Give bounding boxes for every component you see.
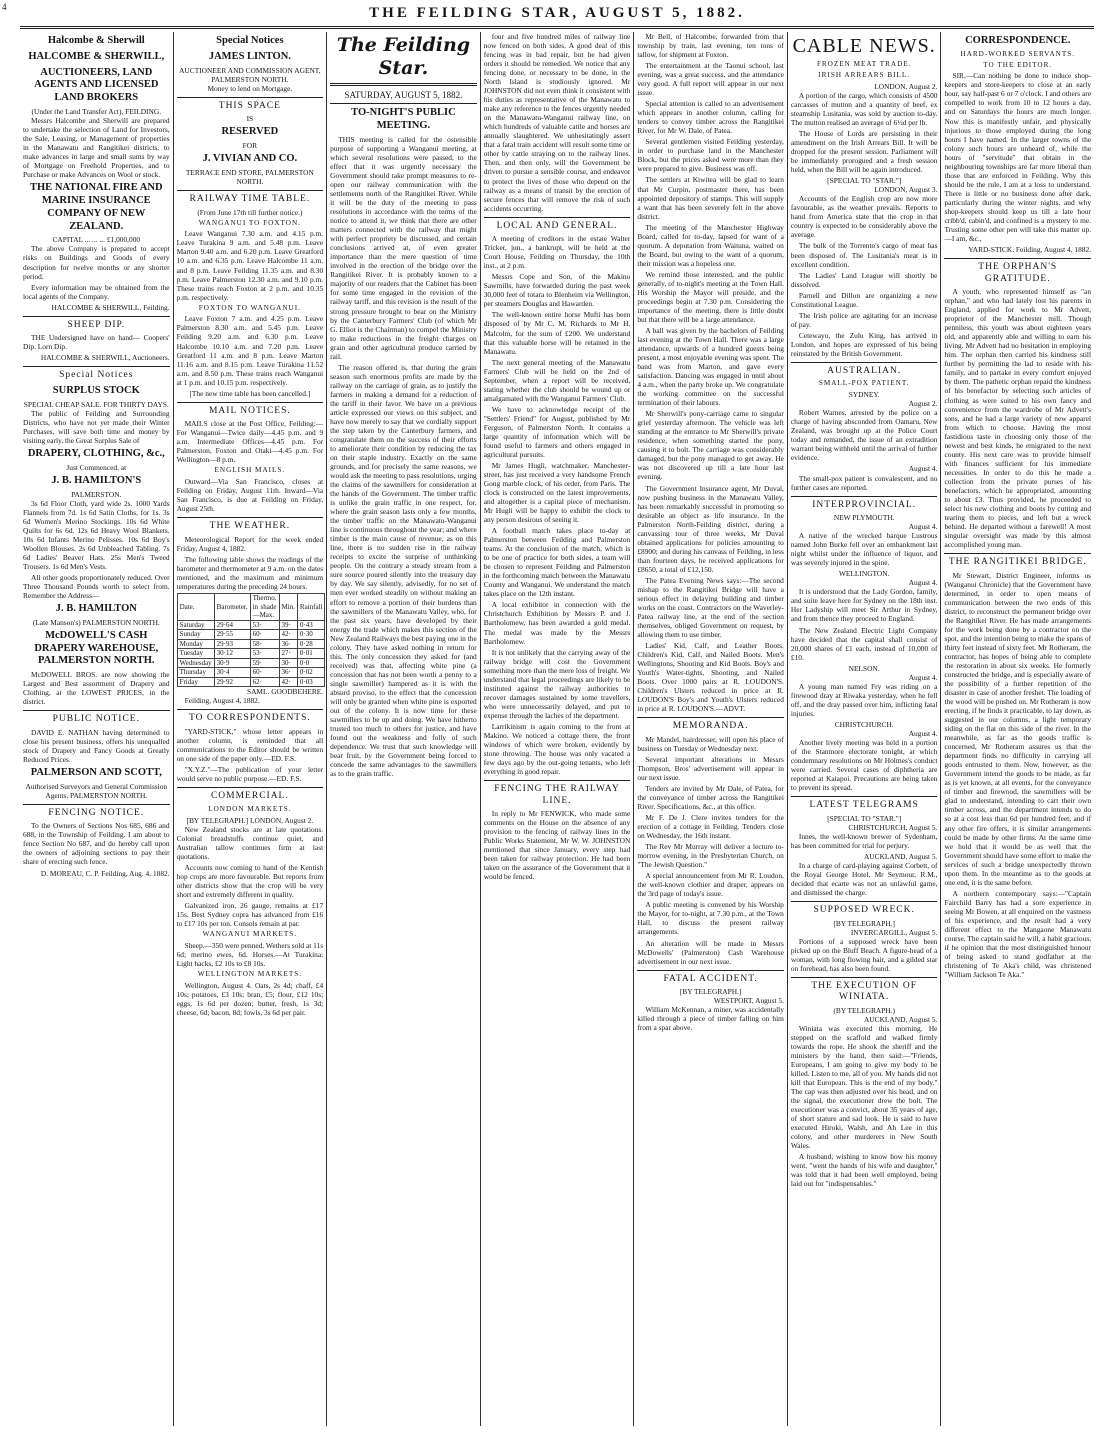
table-cell: 0·02: [297, 668, 325, 678]
centered-line: CHRISTCHURCH.: [834, 719, 894, 729]
section-heading: MEMORANDA.: [637, 717, 784, 733]
table-cell: Thursday: [177, 668, 214, 678]
heading: AUCTIONEERS, LAND AGENTS AND LICENSED LAND BROKERS: [34, 66, 159, 104]
section-heading: FENCING NOTICE.: [23, 804, 170, 820]
paragraph: We have to acknowledge receipt of the "Settlers' Friend" for August, published by Mr Ferguson, of Palmerston North. It contains a large quantity of information which will be found useful to farmers and others engaged in agricultural pursuits.: [483, 404, 631, 459]
table-row: [177, 649, 325, 659]
paragraph: Larrikinism is again coming to the front at Makino. We noticed a cottage there, the front windows of which were broken, evidently by stone throwing. The house was only vacated a few days ago by the out-going tenants, who left everything in good repair.: [483, 721, 631, 776]
table-row: [177, 677, 325, 687]
column-header: Date.: [177, 594, 214, 621]
centered-line: (Late Manson's) PALMERSTON NORTH.: [32, 617, 160, 627]
subheading: FROZEN MEAT TRADE.: [816, 60, 912, 69]
paragraph: A husband, wishing to know how his money went, "went the hands of his wife and daughter," was told that it had been well employed, being laid out for "indispensables.": [790, 1152, 938, 1189]
section-heading: MAIL NOTICES.: [177, 402, 324, 418]
table-cell: 62·: [250, 677, 279, 687]
table-cell: Monday: [177, 639, 214, 649]
paragraph: All other goods proportionately reduced. Over Three Thousand Pounds worth to select from. Remember the Address—: [23, 572, 170, 600]
column-3: [327, 32, 481, 1426]
paragraph: Galvanized iron, 26 gauge, remains at £17 15s. Best Sydney copra has advanced from £16 to £17 10s per ton. Consols remain at par.: [176, 900, 324, 928]
heading: PALMERSON AND SCOTT,: [30, 766, 162, 778]
centered-line: AUCTIONEER AND COMMISSION AGENT, PALMERSTON NORTH.: [179, 65, 321, 84]
paragraph: MAILS close at the Post Office, Feilding:— For Wanganui—Twice daily—4.45 p.m. and 9 a.m. Intermediate Offices—4.45 p.m. For Palmerston, Foxton and Otaki—4.45 p.m. For Wellington—8 p.m.: [176, 419, 324, 465]
table-cell: 0·03: [297, 677, 325, 687]
dateline: WESTPORT, August 5.: [713, 996, 784, 1006]
centered-line: WELLINGTON.: [838, 569, 890, 579]
paragraph: Leave Foxton 7 a.m. and 4.25 p.m. Leave Palmerston 8.30 a.m. and 5.45 p.m. Leave Feilding 9.20 a.m. and 6.30 p.m. Leave Halcombe 10.10 a.m. and 7.20 p.m. Leave Greatford 11 a.m. and 8 p.m. Leave Marton 11.16 a.m. and 8.15 p.m. Leave Turakina 11.52 a.m. and 8.50 p.m. These trains reach Wanganui at 1 p.m. and 10.15 p.m. respectively.: [176, 314, 324, 387]
heading: TO-NIGHT'S PUBLIC MEETING.: [351, 107, 456, 132]
paragraph: A youth, who represented himself as "an orphan," and who had lately lost his parents in England, applied for work to Mr Advett, proprietor of the Manchester mill. Though penniless, this youth was about eighteen years old, and apparently able and willing to earn his living. Mr Advett had no hesitation in employing him. The orphan then carried his kindness still further by permitting the lad to reside with his family, and to partake in every comfort enjoyed by them. The pathetic orphan repaid the kindness of his benefactor by selecting such articles of clothing as were suited to his own fancy and convenience from the wardrobe of Mr Advett's sons, and he had a large variety of new apparel from which to choose. Having the most fastidious taste in choosing only those of the newest and best kinds, he emigrated to the next county. His next care was to provide himself with finances sufficient for his immediate necessities. In order to do this he made a collection from the private purses of his benefactors, which he appropriated, amounting to about £3. Thus provided, he proceeded to select his new clothing and boots by cutting and tearing them to pieces, and left but a wreck behind. He departed without a farewell! A most singular oversight was made by this almost accomplished young man.: [944, 287, 1092, 550]
table-cell: 29·92: [214, 677, 250, 687]
section-heading: TO CORRESPONDENTS.: [177, 709, 324, 725]
paragraph: 3s 6d Floor Cloth, yard wide 2s. 1000 Yards Flannels from 7d. 1s 6d Satin Cloths, for 1s. 3s 6d Women's Merino Stockings. 10s 6d White Quilts for 6s 6d. 12s 6d Heavy Wool Blankets. 10s 6d Infants Merino Pelisses. 10s 6d Boy's Woollen Blouses. 2s 6d Unbleached Tabling. 7s 6d Ladies' Beaver Hats. 25s Men's Tweed Trousers. 1s 6d Men's Vests.: [23, 498, 170, 571]
paragraph: A public meeting is convened by his Worship the Mayor, for to-night, at 7.30 p.m., at the Town Hall, to discuss the present railway arrangements.: [637, 900, 784, 937]
paragraph: McDOWELL BROS. are now showing the Largest and Best assortment of Drapery and Clothing, at the LOWEST PRICES, in the district.: [23, 670, 170, 707]
table-cell: 53·: [250, 649, 279, 659]
table-cell: 0·0: [297, 658, 325, 668]
dateline: SAML. GOODBEHERE.: [246, 687, 324, 697]
paragraph: A northern contemporary says:—"Captain Fairchild Barry has had a sore experience in seeing Mr Bowen, at all enquired on the vastness of his experience, and the result had a very different effect to the Mangaone Manawatu course. The captain said he will, a habit gracious, if he opinion that the most distinguished honour of being asked to stand godfather at the christening of Te Aka's child, was christened "William Jackson Te Aka.": [944, 888, 1092, 979]
section-heading: THE EXECUTION OF WINIATA.: [791, 977, 938, 1004]
column-header: Min.: [279, 594, 297, 621]
heading: DRAPERY, CLOTHING, &c.,: [27, 447, 165, 459]
paragraph: Winiata was executed this morning. He stepped on the scaffold and walked firmly towards the rope. He shook the sheriff and the ministers by the hand, then said:—"Friends, Europeans, I am going to give my body to be killed. Listen to me, all of you. My hands did not kill that European. This is the end of my body." The cap was then adjusted over his head, and on the signal, the executioner drew the bolt. The executioner was a convict, about 35 years of age, of short stature and sad look. He is said to have executed Hiroki, Walsh, and Ah Lee in this colony, and other murderers in New South Wales.: [790, 1023, 938, 1151]
dateline: August 2.: [908, 399, 938, 409]
centered-line: TERRACE END STORE, PALMERSTON NORTH.: [185, 167, 314, 186]
paragraph: "X.Y.Z."—The publication of your letter would serve no public purpose.—ED. F.S.: [176, 765, 324, 784]
centered-line: Authorised Surveyors and General Commission Agents, PALMERSTON NORTH.: [25, 781, 168, 800]
section-heading: LOCAL AND GENERAL.: [484, 217, 631, 233]
paragraph: The small-pox patient is convalescent, and no further cases are reported.: [790, 473, 938, 492]
dateline: CHRISTCHURCH, August 5.: [848, 822, 938, 832]
table-row: [177, 639, 325, 649]
paragraph: William McKennan, a miner, was accidentally killed through a piece of timber falling on him from a spar above.: [637, 1005, 784, 1033]
subheading: SMALL-POX PATIENT.: [818, 379, 910, 388]
heading: HALCOMBE & SHERWILL,: [28, 50, 165, 62]
paragraph: A local exhibitor in connection with the Christchurch Exhibition by Messrs P. and J. Bartholomew, has been awarded a gold medal. The medal was made by the Messrs Bartholomew.: [483, 600, 631, 646]
table-cell: 39·: [279, 620, 297, 630]
dateline: August 4.: [908, 672, 938, 682]
paragraph: Messrs Cope and Son, of the Makino Sawmills, have forwarded during the past week 30,000 feet of totara to Blenheim via Wellington, per steamers Douglas and Hawarden.: [483, 272, 631, 309]
table-cell: 42·: [279, 630, 297, 640]
heading: RESERVED: [221, 126, 279, 138]
column-2: [174, 32, 328, 1426]
issue-date: SATURDAY, AUGUST 5, 1882.: [330, 88, 477, 104]
dateline: HALCOMBE & SHERWILL, Feilding.: [51, 302, 170, 312]
section-heading: RAILWAY TIME TABLE.: [177, 190, 324, 206]
table-cell: 36·: [279, 639, 297, 649]
column-header: Thermo. in shade—Max.: [250, 594, 279, 621]
table-row: [177, 620, 325, 630]
table-cell: 0·28: [297, 639, 325, 649]
table-cell: Sunday: [177, 630, 214, 640]
table-cell: 60·: [250, 630, 279, 640]
paragraph: Several gentlemen visited Feilding yesterday, in order to purchase land in the Manchester Block, but the prices asked were more than they were prepared to give. Business was off.: [637, 137, 784, 174]
section-heading: AUSTRALIAN.: [791, 362, 938, 378]
heading: Special Notices: [216, 35, 284, 46]
paragraph: Cetewayo, the Zulu King, has arrived in London, and hopes are expressed of his being reinstated by the British Government.: [790, 330, 938, 358]
dateline: August 4.: [908, 578, 938, 588]
dateline: LONDON, August 3.: [874, 185, 938, 195]
table-cell: 36·: [279, 668, 297, 678]
centered-line: (From June 17th till further notice.): [197, 207, 303, 217]
subheading: TO THE EDITOR.: [983, 60, 1053, 69]
column-1: [20, 32, 174, 1426]
subheading: IRISH ARREARS BILL.: [818, 71, 911, 80]
paragraph: Robert Warnes, arrested by the police on a charge of having absconded from Oamaru, New Zealand, was brought up at the Police Court today and remanded, the issue of an extradition warrant being withheld until the arrival of further evidence.: [790, 408, 938, 463]
paragraph: Outward—Via San Francisco, closes at Feilding on Friday, August 11th. Inward—Via San Francisco, is due at Feilding on Friday, August 25th.: [176, 477, 324, 514]
paragraph: Ladies' Kid, Calf, and Leather Boots. Children's Kid, Calf, and Nailed Boots. Men's Wellingtons, Shooting and Kid Boots. Boy's and Youth's Water-tights, Shooting, and Nailed Boots. Over 1000 pairs at R. LOUDON'S. Children's Ulsters reduced in price at R. LOUDON'S Boy's and Youth's Ulsters reduced in price at R. LOUDON'S.—ADVT.: [637, 641, 784, 714]
paragraph: The Rev Mr Murray will deliver a lecture to-morrow evening, in the Presbyterian Church, on "The Jewish Question.": [637, 842, 784, 870]
table-cell: 29·55: [214, 630, 250, 640]
centered-line: (Under the Land Transfer Act), FEILDING.: [31, 106, 162, 116]
heading: J. B. HAMILTON: [55, 602, 137, 614]
column-7: [941, 32, 1094, 1426]
centered-line: SYDNEY.: [848, 390, 880, 400]
paragraph: A meeting of creditors in the estate Walter Tricker, jun., a bankrupt, will be held at the Court House, Feilding on Thursday, the 10th inst., at 2 p.m.: [483, 234, 631, 271]
centered-line: CAPITAL ... ... ... £1,000,000: [52, 235, 141, 245]
paragraph: Feilding, August 4, 1882.: [184, 696, 260, 706]
paragraph: The Irish police are agitating for an increase of pay.: [790, 310, 938, 329]
heading: J. VIVIAN AND CO.: [202, 153, 298, 165]
table-cell: 27·: [279, 649, 297, 659]
subheading: LONDON MARKETS.: [208, 804, 292, 813]
table-row: [177, 630, 325, 640]
paragraph: A football match takes place to-day at Palmerston between Feilding and Palmerston teams. At the conclusion of the match, which is to be one of practice for both sides, a team will be chosen to represent Feilding and Palmerston in the forthcoming match between the Manawatu County and Wanganui. We understand the match takes place on the 12th instant.: [483, 526, 631, 599]
dateline: YARD-STICK. Feilding, August 4, 1882.: [968, 244, 1092, 254]
paragraph: Mr Sherwill's pony-carriage came to singular grief yesterday afternoon. The vehicle was left standing at the entrance to Mr Sherwill's private residence, when something started the pony, causing it to bolt. The carriage was considerably damaged, but the pony managed to get away. He was not discovered up till a late hour last evening.: [637, 409, 784, 482]
subheading: WELLINGTON MARKETS.: [197, 969, 303, 978]
paragraph: Every information may be obtained from the local agents of the Company.: [23, 282, 170, 301]
paragraph: To the Owners of Sections Nos 685, 686 and 688, in the Township of Feilding. I am about to fence Section No 687, and do hereby call upon the owners of adjoining sections to pay their share of erecting such fence.: [23, 821, 170, 867]
dateline: LONDON, August 2.: [874, 81, 938, 91]
table-cell: 30·9: [214, 658, 250, 668]
paragraph: In reply to Mr FENWICK, who made some comments on the House on the absence of any provision to the fencing of railway lines in the Public Works Statement, Mr W. W. JOHNSTON mentioned that since January, every step had been taken for railway protection. He had been taken on the assurance of the Government that it would be fenced.: [483, 809, 631, 882]
subheading: ENGLISH MAILS.: [214, 466, 286, 475]
table-cell: 53·: [250, 620, 279, 630]
paragraph: Wellington, August 4. Oats, 2s 4d; chaff, £4 10s; potatoes, £3 10s; bran, £5; flour, £12 10s; eggs, 1s 6d per dozen; butter, fresh, 1s 3d; cheese, 6d; bacon, 8d; fowls, 3s 6d per pair.: [176, 980, 324, 1017]
table-cell: 30·12: [214, 649, 250, 659]
centered-line: [BY TELEGRAPH.] LONDON, August 2.: [186, 815, 314, 825]
section-heading: FATAL ACCIDENT.: [637, 970, 784, 986]
table-cell: 30·: [279, 658, 297, 668]
table-cell: 29·64: [214, 620, 250, 630]
paragraph: four and five hundred miles of railway line now fenced on both sides. A good deal of this fencing was in bad repair, but he had given orders it should be remedied. We notice that any fencing done, or necessary to be done, in the North Island is studiously ignored. Mr JOHNSTON did not even think it consistent with his duties as representative of the Manawatu to make any reference to the fences urgently needed on the Manawatu-Wanganui railway line, on which hundreds of valuable cattle and horses are annually slaughtered. We unhesitatingly assert that a fatal train accident will result some time or other by cattle straying on to the railway lines. Then, and then only, will the Government be driven to pursue a sensible course, and endeavor to protect the lives of those who depend on the railway as a means of transit by the erection of secure fences that will remove the risk of such accidents occurring.: [483, 32, 631, 213]
paragraph: The reason offered is, that during the grain season such enormous profits are made by the railway on the carriage of grain, as to justify the farmers in making a demand for a reduction of the tariff in their favor. We have on a previous article expressed our views on this subject, and have now merely to say that we cordially support the step taken by the Canterbury farmers, and congratulate them on the success of their efforts to ameliorate their condition by reducing the tax on their staple industry. Exactly on the same grounds, and for precisely the same reasons, we would ask the meeting to pass resolutions, urging the claims of the sawmillers for consideration at the hands of the Government. The timber traffic is unlike the grain traffic in one respect, for, where the grain season lasts only a few months, the timber traffic on the Manawatu-Wanganui line is continuous throughout the year; and where timber is the main cause of revenue, as on this line, there is no sudden rise in the railway receipts to excite the surprise of unthinking people. On the contrary a steady stream from a sure source poured silently into the treasury day by day. We say silently, advisedly, for no set of men ever worked steadily on without making an effort to remove a portion of their burdens than the sawmillers of the Manawatu Valley, who, for the past six years, have developed by their energy the trade which makes this section of the New Zealand Railways the best paying one in the colony. They have asked nothing in return for this. The only concession they asked for (and received) was that, affecting white pine (a concession that has not been worth a penny to a single sawmiller) hampered as it is with the absurd proviso, to the effect that the concession will only be granted when white pine is exported out of the colony. It is now time for these sawmillers to be up and doing. We have hitherto trusted too much to others for justice, and have found out the weakness and folly of such dependence. We trust that such knowledge will bear fruit, by the Government being forced to concede the same advantages to the sawmillers as to the grain traffic.: [330, 362, 477, 779]
section-heading: LATEST TELEGRAMS: [791, 796, 938, 812]
dateline: AUCKLAND, August 5.: [863, 1014, 938, 1024]
paragraph: Meteorological Report for the week ended Friday, August 4, 1882.: [176, 534, 324, 553]
heading: CORRESPONDENCE.: [965, 35, 1071, 46]
centered-line: [The new time table has been cancelled.]: [189, 388, 311, 398]
section-heading: INTERPROVINCIAL.: [791, 496, 938, 512]
table-cell: Friday: [177, 677, 214, 687]
paragraph: The meeting of the Manchester Highway Board, called for to-day, lapsed for want of a quorum. A deputation from Waituna, waited on the Board, but owing to the want of a quorum, their mission was a hopeless one.: [637, 222, 784, 268]
paragraph: Leave Wanganui 7.30 a.m. and 4.15 p.m. Leave Turakina 9 a.m. and 5.48 p.m. Leave Marton 9.40 a.m. and 6.20 p.m. Leave Greatford 10 a.m. and 6.35 p.m. Leave Halcombe 11 a.m. and 8 p.m. Leave Feilding 11.35 a.m. and 8.30 p.m. Leave Palmerston 12.30 a.m. and 9.10 p.m. These trains reach Foxton at 2 p.m. and 10.35 p.m. respectively.: [176, 229, 324, 302]
dateline: August 4.: [908, 728, 938, 738]
section-heading: Special Notices: [23, 366, 170, 382]
column-5: [634, 32, 788, 1426]
paragraph: The public of Feilding and Surrounding Districts, who have not yet made their Winter Purchases, will save both time and money by visiting early, the Great Surplus Sale of: [23, 408, 170, 445]
centered-line: NEW PLYMOUTH.: [833, 513, 895, 523]
subheading: FOXTON TO WANGANUI.: [198, 303, 301, 312]
paragraph: Mr Mandel, hairdresser, will open his place of business on Tuesday or Wednesday next.: [637, 734, 784, 753]
paragraph: DAVID E. NATHAN having determined to close his present business, offers his unequalled stock of Drapery and Fancy Goods at Greatly Reduced Prices.: [23, 727, 170, 764]
subheading: WANGANUI MARKETS.: [202, 929, 298, 938]
column-header: Rainfall: [297, 594, 325, 621]
newspaper-title: The Feilding Star.: [330, 34, 477, 86]
paragraph: Accounts now coming to hand of the Kentish hop crops are more favourable. But reports from other districts show that the crop will be very short and extremely different in quality.: [176, 862, 324, 899]
paragraph: Several important alterations in Messrs Thompson, Bros' advertisement will appear in our next issue.: [637, 754, 784, 782]
dateline: HALCOMBE & SHERWILL, Auctioneers.: [40, 353, 170, 363]
section-banner: CABLE NEWS.: [792, 35, 936, 57]
paragraph: A young man named Fry was riding on a firewood dray at Riwaka yesterday, when he fell off, and the dray passed over him, inflicting fatal injuries.: [790, 681, 938, 718]
paragraph: The entertainment at the Taonui school, last evening, was a great success, and the attendance very good. A full report will appear in our next issue.: [637, 61, 784, 98]
column-4: [481, 32, 635, 1426]
paragraph: The settlers at Kiwitea will be glad to learn that Mr Curpin, postmaster there, has been appointed depository of stamps. This will supply a want that has been severely felt in the above district.: [637, 175, 784, 221]
weather-table: [177, 593, 326, 687]
paragraph: It is understood that the Lady Gordon, family, and suite leave here for Sydney on the 18th inst. Her Ladyship will meet Sir Arthur in Sydney, and from thence they proceed to England.: [790, 587, 938, 624]
paragraph: Tenders are invited by Mr Dale, of Patea, for the conveyance of timber across the Rangitikei River. Specifications, &c., at this office.: [637, 784, 784, 812]
centered-line: FOR: [242, 141, 258, 151]
section-heading: THE RANGITIKEI BRIDGE.: [944, 553, 1091, 569]
dateline: AUCKLAND, August 5.: [863, 851, 938, 861]
dateline: D. MOREAU, C. P. Feilding, Aug. 4, 1882.: [40, 868, 170, 878]
paragraph: Mr F. De J. Clere invites tenders for the erection of a cottage in Feilding. Tenders close on Wednesday, the 16th instant.: [637, 813, 784, 841]
table-cell: Wednesday: [177, 658, 214, 668]
paragraph: The House of Lords are persisting in their amendment on the Irish Arrears Bill. It will be dropped for the present session. Parliament will be immediately prorogued and a fresh session held, when the Bill will be again introduced.: [790, 129, 938, 175]
section-heading: SUPPOSED WRECK.: [791, 901, 938, 917]
table-cell: Tuesday: [177, 649, 214, 659]
centered-line: (BY TELEGRAPH.): [833, 1005, 895, 1015]
paragraph: A native of the wrecked barque Lustrous named John Burke fell over an embankment last night whilst under the influence of liquor, and was severely injured in the spine.: [790, 531, 938, 568]
paragraph: THIS meeting is called for the ostensible purpose of supporting a Wanganui meeting, at which several resolutions were passed, to the effect that it was urgently necessary the Government should take prompt measures to re-open our railway communication with the settlements north of the Rangitikei River. While it will be the duty of the meeting to pass resolutions in accordance with the terms of the notice to attend it, we think that there are other matters connected with the railway that might with perfect propriety be discussed, and certain conclusions arrived at, of even greater importance than the mere question of time involved in the erection of the bridge over the Rangitikei River. It is probably known to a majority of our readers that the Cabinet has been for some time engaged in the revision of the railway tariff, and this revision is the result of the strong pressure brought to bear on the Ministry by the Canterbury Farmers' Club (of which Mr G. Elliot is the Chairman) to compel the Ministry to make reductions in the freight charges on grain and other agricultural produce carried by rail.: [330, 134, 477, 361]
section-heading: SHEEP DIP.: [23, 316, 170, 332]
paragraph: Another lively meeting was held in a portion of the Stanmore electorate tonight, at which condemnary resolutions on Mr Holmes's conduct were carried. Several cases of diphtheria are reported at Kaiapoi. Precautions are being taken to prevent its spread.: [790, 737, 938, 793]
paragraph: Accounts of the English crop are now more favourable, as the weather prevails. Reports to hand from America state that the crop in that country is expected to be considerably above the average.: [790, 194, 938, 240]
paragraph: A special announcement from Mr R. Loudon, the well-known clothier and draper, appears on the 3rd page of today's issue.: [637, 871, 784, 899]
section-heading: PUBLIC NOTICE.: [23, 710, 170, 726]
table-cell: 60·: [250, 668, 279, 678]
paragraph: Special attention is called to an advertisement which appears in another column, calling for tenders to convey timber across the Rangitikei River, for Mr W. Dale, of Patea.: [637, 99, 784, 136]
table-cell: 59·: [250, 658, 279, 668]
centered-line: PALMERSTON.: [71, 489, 122, 499]
section-heading: COMMERCIAL.: [177, 787, 324, 803]
heading: SURPLUS STOCK: [52, 384, 140, 396]
paragraph: SIR,—Can nothing be done to induce shop-keepers and store-keepers to close at an early hour, say half-past 6 or 7 o'clock. I and others are compelled to work from 10 to 12 hours a day, and on Saturdays the hours are much longer. Now this is manifestly unfair, and physically injurious to those employed during the long hours I have named. In the larger towns of the colony such hours are unheard of, while the hours of "servitude" that obtain in the neighbouring townships are far more liberal than those that are enforced in Feilding. Why this should be the rule, I am at a loss to understand. There is little or no business done after dark, particularly during the winter nights, and why shop-keepers should keep us till a late hour cribb'd, cabin'd, and confined is a mystery to me. Trusting some other pen will take this matter up.—I am, &c.,: [944, 71, 1092, 243]
paragraph: Messrs Halcombe and Sherwill are prepared to undertake the selection of Land for Investors, the Sale, Leasing, or Management of properties in the Manawatu and Rangitikei districts, to make advances in large and small sums by way of Mortgage on Freehold Properties, and to Purchase or make Advances on Wool or stock.: [23, 116, 170, 180]
centered-line: [SPECIAL TO "STAR."]: [827, 813, 902, 823]
paragraph: Mr Stewart, District Engineer, informs us (Wanganui Chronicle) that the Government have determined, in order to open means of communication between the two ends of this district, to reconstruct the permanent bridge over the Rangitikei River. He has made arrangements for the work being done by a contractor on the spot, and the intention being to make the spans of thirty feet instead of sixty feet. Mr Rotheram, the contractor, has hopes of being able to complete the restoration in about six weeks. He formerly constructed the bridge, and is especially aware of the possibility of a further repetition of the disaster in case of another freshet. The loading of the wood will be pushed on. Mr Rotheram is now erecting, if he finds it practicable, to lay down, as suggested in our columns, a light temporary siding on the flat on this side of the river. In the meanwhile, as far as the goods traffic is concerned, Mr Rotheram assures us that the department finds no difficulty in carrying all goods entrusted to them. Now, however, as the Government intend the goods to be made, as far as is yet known, at all events, for the conveyance of timber and firewood, the sawmillers will be glad to understand, intending to cart their own timber across, and the department intends to do so at a cost less than 6d per hundred feet, and if any other fire offers, it is similar arrangements could be made by other firms. At the same time we hold that it would be as well that the Government should have some effort to make the services of such a bridge unexpectedly thrown upon them. In the meantime as to the goods at one end, it is the same before.: [944, 570, 1092, 887]
centered-line: SPECIAL CHEAP SALE. FOR THIRTY DAYS.: [23, 399, 169, 409]
paragraph: The Ladies' Land League will shortly be dissolved.: [790, 270, 938, 289]
paragraph: The next general meeting of the Manawatu Farmers' Club will be held on the 2nd of September, when a report will be received, stating whether the club should be wound up or amalgamated with the Wanganui Farmers' Club.: [483, 357, 631, 403]
section-heading: FENCING THE RAILWAY LINE.: [484, 780, 631, 807]
paragraph: In a charge of card-playing against Corbett, of the Royal George Hotel, Mr Seymour, R.M., decided that ecarte was not an unlawful game, and dismissed the charge.: [790, 860, 938, 897]
column-header: Barometer.: [214, 594, 250, 621]
table-cell: 0·01: [297, 649, 325, 659]
table-row: [177, 658, 325, 668]
paragraph: It is not unlikely that the carrying away of the railway bridge will cost the Government something more than the mere loss of freight. We understand that legal proceedings are likely to be instituted against the railway authorities to recover damages sustained by some travellers, who were unnecessarily delayed, and put to expense through the laches of the department.: [483, 647, 631, 720]
paragraph: A portion of the cargo, which consists of 4500 carcasses of mutton and a quantity of beef, ex steamship Lusitania, was sold by auction to-day. The mutton realised an average of 6½d per lb.: [790, 90, 938, 128]
dateline: INVERCARGILL, August 5.: [850, 927, 938, 937]
page-number: 4: [2, 2, 7, 12]
masthead: [20, 4, 1094, 29]
paragraph: The bulk of the Torrento's cargo of meat has been disposed of. The Lusitania's meat is in excellent condition.: [790, 241, 938, 269]
paragraph: Portions of a supposed wreck have been picked up on the Bluff Beach. A figure-head of a woman, with long flowing hair, and a gilded star on forehead, has also been found.: [790, 936, 938, 973]
paragraph: Sheep.—350 were penned. Wethers sold at 11s 6d; merino ewes, 6d. Horses.—At Turakina: Light hacks, £2 10s to £8 10s.: [176, 940, 324, 968]
heading: THE NATIONAL FIRE AND MARINE INSURANCE COMPANY OF NEW ZEALAND.: [30, 182, 163, 232]
heading: Halcombe & Sherwill: [47, 35, 145, 46]
paragraph: New Zealand stocks are at late quotations. Colonial breadstuffs continue quiet, and Australian tallow continues firm at last quotations.: [176, 824, 324, 861]
table-cell: 29·93: [214, 639, 250, 649]
centered-line: [BY TELEGRAPH.]: [679, 987, 742, 997]
paragraph: The Government Insurance agent, Mr Duval, now pushing business in the Manawatu Valley, has been remarkably successful in promoting so desirable an object as life insurance. In the Palmerston North-Feilding district, during a canvassing tour of three weeks, Mr Duval obtained applications for policies amounting to £8900; and during his canvass of Feilding, in less than fourteen days, he received applications for £8650, a total of £12,150.: [637, 483, 784, 574]
table-row: [177, 668, 325, 678]
centered-line: Just Commenced, at: [66, 462, 127, 472]
centered-line: IS: [246, 114, 254, 124]
section-heading: THIS SPACE: [177, 97, 324, 113]
section-heading: THE WEATHER.: [177, 517, 324, 533]
heading: McDOWELL'S CASH DRAPERY WAREHOUSE, PALMERSTON NORTH.: [34, 629, 159, 667]
centered-line: [SPECIAL TO "STAR."]: [827, 176, 902, 186]
table-cell: 0·43: [297, 620, 325, 630]
centered-line: Money to lend on Mortgage.: [207, 83, 293, 93]
subheading: HARD-WORKED SERVANTS.: [960, 49, 1076, 58]
paragraph: "YARD-STICK," whose letter appears in another column, is reminded that all communications to the Editor should be written on one side of the paper only.—ED. F.S.: [176, 727, 324, 764]
table-cell: 0·30: [297, 630, 325, 640]
paragraph: The New Zealand Electric Light Company have decided that the capital shall consist of 20,000 shares of £1 each, instead of 10,000 of £10.: [790, 625, 938, 662]
column-6: [788, 32, 942, 1426]
paragraph: THE Undersigned have on hand— Coopers' Dip. Lorn Dip.: [23, 333, 170, 352]
table-cell: 42·: [279, 677, 297, 687]
table-cell: Saturday: [177, 620, 214, 630]
subheading: WANGANUI TO FOXTON.: [198, 218, 301, 227]
centered-line: NELSON.: [848, 663, 880, 673]
newspaper-columns: [20, 32, 1094, 1426]
dateline: August 4.: [908, 464, 938, 474]
paragraph: Parnell and Dillon are organizing a new Constitutional League.: [790, 290, 938, 309]
paragraph: The following table shows the readings of the barometer and thermometer at 9 a.m. on the dates mentioned, and the maximum and minimum temperatures during the preceding 24 hours.: [176, 554, 324, 592]
paragraph: Mr Bell, of Halcombe, forwarded from that township by train, last evening, ten tons of tallow, for shipment at Foxton.: [637, 32, 784, 60]
heading: JAMES LINTON.: [208, 50, 291, 62]
newspaper-header-title: THE FEILDING STAR, AUGUST 5, 1882.: [369, 5, 745, 21]
paragraph: The above Company is prepared to accept risks on Buildings and Goods of every description for twelve months or any shorter period.: [23, 244, 170, 281]
table-header-row: [177, 594, 325, 621]
paragraph: Mr James Hugli, watchmaker, Manchester-street, has just received a very handsome French Gong marble clock, of his order, from Paris. The clock is constructed on the latest improvements, and altogether is a capital piece of mechanism. Mr Hugli will be happy to exhibit the clock to any person desirous of seeing it.: [483, 460, 631, 525]
paragraph: We remind those interested, and the public generally, of to-night's meeting at the Town Hall. His Worship the Mayor will preside, and the proceedings begin at 7.30 p.m. Considering the importance of the meeting, there is little doubt but that there will be a large attendance.: [637, 269, 784, 324]
table-cell: 30·4: [214, 668, 250, 678]
paragraph: An alteration will be made in Messrs McDowells' (Palmerston) Cash Warehouse advertisement in our next issue.: [637, 938, 784, 966]
paragraph: Innes, the well-known brewer of Sydenham, has been committed for trial for perjury.: [790, 831, 938, 850]
centered-line: [BY TELEGRAPH.]: [833, 918, 895, 928]
paragraph: The Patea Evening News says:—The second mishap to the Rangitikei Bridge will have a serious effect in delaying building and timber works on the coast. Contractors on the Waverley-Patea railway line, at the end of the section themselves, obliged Government on request, by allowing them to use timber.: [637, 575, 784, 639]
heading: J. B. HAMILTON'S: [51, 474, 142, 486]
paragraph: A ball was given by the bachelors of Feilding last evening at the Town Hall. There was a large attendance, upwards of a hundred guests being present, a most enjoyable evening was spent. The band was from Marton, and gave every satisfaction. Dancing was engaged in until about 4 a.m., when the party broke up. We congratulate the working committee on the successful termination of their labours.: [637, 325, 784, 408]
dateline: August 4.: [908, 522, 938, 532]
table-cell: 58·: [250, 639, 279, 649]
section-heading: THE ORPHAN'S GRATITUDE.: [944, 258, 1091, 285]
paragraph: The well-known entire horse Mufti has been disposed of by Mr C. M. Richards to Mr H. Malcolm, for the sum of £200. We understand that this valuable horse will be retained in the Manawatu.: [483, 310, 631, 356]
